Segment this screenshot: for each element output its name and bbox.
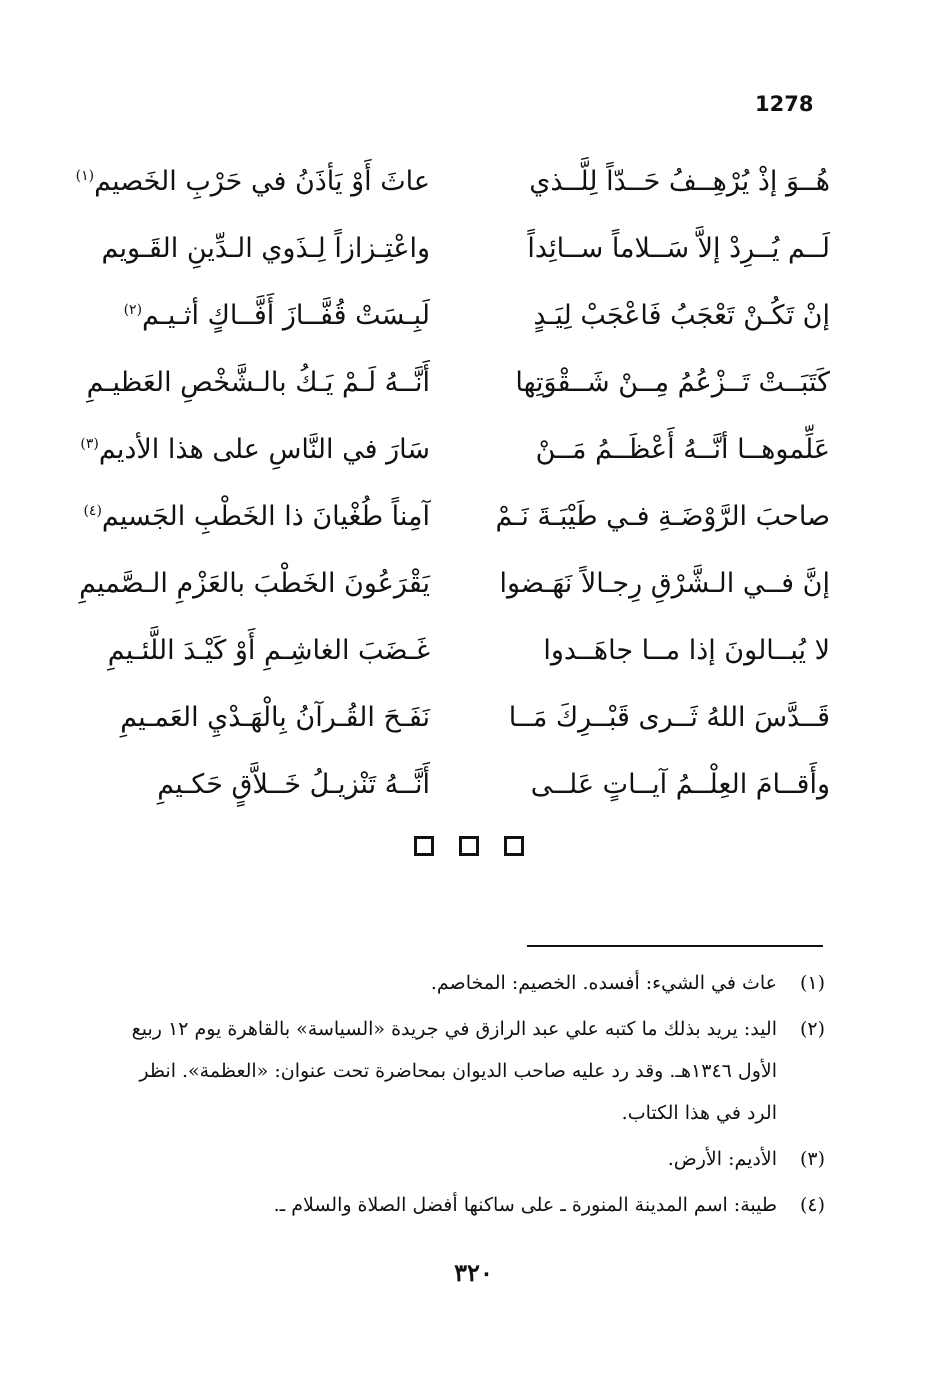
footnote-ref: (١) (75, 168, 95, 184)
hemistich-first: قَــدَّسَ اللهُ ثَــرى قَبْــرِكَ مَــا (508, 702, 830, 733)
verse (100, 282, 830, 349)
hemistich-first: كَتَبَــتْ تَــزْعُمُ مِــنْ شَــقْوَتِها (515, 367, 830, 398)
hemistich-text: سَارَ في النَّاسِ على هذا الأديم (98, 434, 430, 465)
footnote-text: عاث في الشيء: أفسده. الخصيم: المخاصم. (430, 972, 777, 994)
verse (80, 416, 830, 483)
footnote-ref: (٤) (83, 503, 102, 519)
hemistich-second (75, 166, 430, 197)
hemistich-text: أَنَّــهُ تَنْزيـلُ خَــلاَّقٍ حَكـيمِ (157, 769, 430, 800)
page-number-top: 1278 (755, 92, 814, 116)
hemistich-second (83, 501, 430, 532)
hemistich-first: إنْ تَكُـنْ تَعْجَبُ فَاعْجَبْ لِيَـدٍ (533, 300, 830, 331)
hemistich-second (100, 300, 430, 331)
verse (75, 148, 830, 215)
hemistich-text: عاثَ أَوْ يَأذَنُ في حَرْبِ الخَصيم (94, 166, 430, 197)
footnote-number: (١) (799, 972, 825, 994)
hemistich-text: أَنَّــهُ لَـمْ يَـكُ بالـشَّخْصِ العَظيـمِ (86, 367, 430, 398)
hemistich-text: آمِناً طُغْيانَ ذا الخَطْبِ الجَسيم (101, 501, 430, 532)
hemistich-second (100, 635, 430, 666)
footnote-divider (527, 945, 823, 947)
verse (83, 483, 830, 550)
hemistich-text: نَفَـحَ القُـرآنُ بِالْهَـدْيِ العَمـيمِ (120, 702, 430, 733)
hemistich-second (100, 769, 430, 800)
hemistich-first: عَلِّموهــا أنَّــهُ أَعْظَــمُ مَــنْ (535, 434, 830, 465)
footnote (120, 1008, 825, 1134)
verse (100, 684, 830, 751)
hemistich-second (100, 233, 430, 264)
verse (100, 215, 830, 282)
footnote-text: اليد: يريد بذلك ما كتبه علي عبد الرازق في جريدة «السياسة» بالقاهرة يوم ١٢ ربيع الأول ١٣٤٦هـ. وقد رد عليه صاحب الديوان بمحاضرة تحت عنوان: «العظمة». انظر الرد في هذا الكتاب. (131, 1018, 777, 1124)
hemistich-second (80, 434, 430, 465)
footnote-ref: (٢) (123, 302, 143, 318)
hemistich-first: وأَقــامَ العِلْــمُ آيــاتٍ عَلــى (530, 769, 830, 800)
hemistich-first: هُــوَ إذْ يُرْهِــفُ حَــدّاً لِلَّــذي (529, 166, 830, 197)
verse (86, 349, 830, 416)
footnote-text: طيبة: اسم المدينة المنورة ـ على ساكنها أفضل الصلاة والسلام ـ. (273, 1194, 777, 1216)
square-ornament-icon (504, 836, 524, 856)
footnote-number: (٢) (799, 1018, 825, 1040)
hemistich-second (79, 568, 430, 599)
hemistich-text: واعْتِـزازاً لِـذَوي الـدِّينِ القَـويم (101, 233, 430, 264)
hemistich-first: إنَّ فــي الـشَّرْقِ رِجـالاً نَهَـضوا (499, 568, 830, 599)
square-ornament-icon (414, 836, 434, 856)
hemistich-second (86, 367, 430, 398)
footnotes (120, 962, 825, 1230)
square-ornament-icon (459, 836, 479, 856)
footnote (120, 962, 825, 1004)
footnote-ref: (٣) (80, 436, 99, 452)
poem (75, 148, 830, 818)
hemistich-text: لَبِـسَتْ قُفَّــازَ أَفَّــاكٍ أثـيـم (142, 300, 430, 331)
hemistich-first: صاحبَ الرَّوْضَـةِ فـي طَيْبَـةَ نَـمْ (495, 501, 830, 532)
verse (79, 550, 830, 617)
verse (100, 617, 830, 684)
hemistich-text: غَـضَبَ الغاشِـمِ أَوْ كَيْـدَ اللَّئـيمِ (107, 635, 430, 666)
hemistich-first: لَــم يُــرِدْ إلاَّ سَــلاماً ســائِداً (527, 233, 830, 264)
hemistich-text: يَقْرَعُونَ الخَطْبَ بالعَزْمِ الـصَّميمِ (79, 568, 430, 599)
footnote (120, 1138, 825, 1180)
section-separator (414, 836, 524, 856)
hemistich-first: لا يُبــالونَ إذا مــا جاهَــدوا (543, 635, 830, 666)
hemistich-second (100, 702, 430, 733)
footnote-number: (٣) (799, 1148, 825, 1170)
footnote-text: الأديم: الأرض. (667, 1148, 777, 1170)
footnote-number: (٤) (799, 1194, 825, 1216)
footnote (120, 1184, 825, 1226)
page-number-bottom: ٣٢٠ (454, 1258, 493, 1287)
verse (100, 751, 830, 818)
